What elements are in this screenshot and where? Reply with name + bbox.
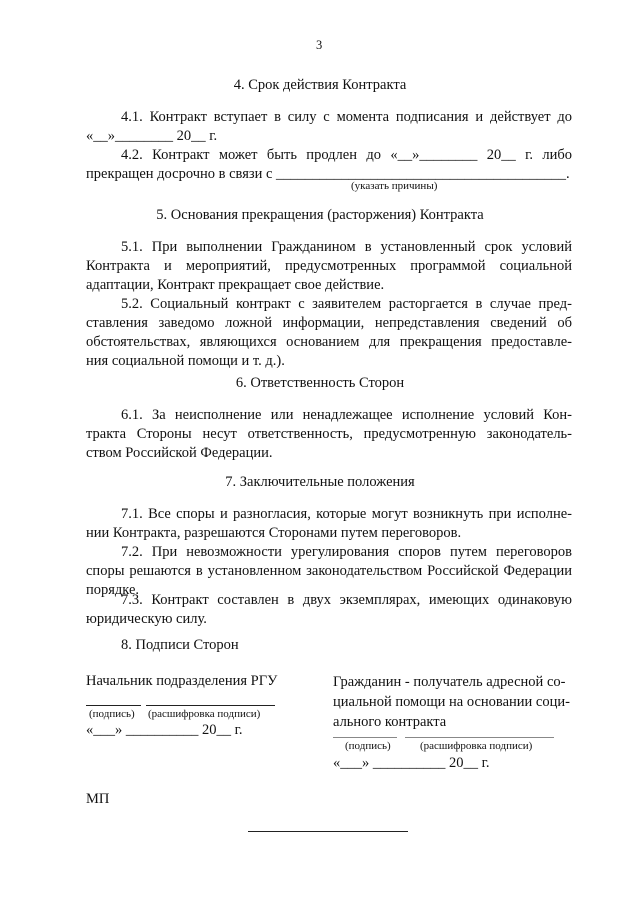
text-line: 6.1. За неисполнение или ненадлежащее исполнение условий Кон- bbox=[121, 407, 572, 423]
section-7-paragraph-1 bbox=[86, 505, 572, 543]
reason-note: (указать причины) bbox=[351, 180, 438, 192]
text-line: 7.1. Все споры и разногласия, которые могут возникнуть при исполне- bbox=[121, 506, 572, 522]
left-decode-line bbox=[146, 705, 275, 706]
section-5-paragraph-2 bbox=[86, 295, 572, 371]
text-line: циальной помощи на основании соци- bbox=[333, 694, 570, 710]
text-line: порядке. bbox=[86, 582, 140, 598]
section-7-paragraph-3 bbox=[86, 591, 572, 629]
left-signer-title: Начальник подразделения РГУ bbox=[86, 673, 278, 689]
bottom-divider bbox=[248, 831, 408, 832]
text-line: тракта Стороны несут ответственность, предусмотренную законодатель- bbox=[86, 426, 572, 442]
section-7-heading: 7. Заключительные положения bbox=[225, 474, 415, 490]
section-4-paragraph-2 bbox=[86, 146, 572, 184]
text-line: Гражданин - получатель адресной со- bbox=[333, 674, 566, 690]
left-decode-label: (расшифровка подписи) bbox=[148, 708, 261, 720]
text-line: ством Российской Федерации. bbox=[86, 445, 273, 461]
left-sign-line bbox=[86, 705, 141, 706]
right-decode-line bbox=[405, 737, 554, 738]
text-line: 5.1. При выполнении Гражданином в установленный срок условий bbox=[121, 239, 572, 255]
text-line: 7.3. Контракт составлен в двух экземплярах, имеющих одинаковую bbox=[121, 592, 572, 608]
right-sign-label: (подпись) bbox=[345, 740, 391, 752]
left-sign-label: (подпись) bbox=[89, 708, 135, 720]
seal-place-label: МП bbox=[86, 791, 110, 807]
right-decode-label: (расшифровка подписи) bbox=[420, 740, 533, 752]
section-4-paragraph-1 bbox=[86, 108, 572, 146]
text-line: нии Контракта, разрешаются Сторонами путем переговоров. bbox=[86, 525, 462, 541]
text-line: «__»________ 20__ г. bbox=[86, 128, 218, 144]
text-line: 7.2. При невозможности урегулирования споров путем переговоров bbox=[121, 544, 572, 560]
text-line: ставления заведомо ложной информации, непредставления сведений об bbox=[86, 315, 572, 331]
text-line: юридическую силу. bbox=[86, 611, 207, 627]
text-line: обстоятельствах, являющихся основанием для прекращения предоставле- bbox=[86, 334, 572, 350]
section-4-heading: 4. Срок действия Контракта bbox=[233, 77, 407, 93]
text-line: 5.2. Социальный контракт с заявителем расторгается в случае пред- bbox=[121, 296, 572, 312]
text-line: ния социальной помощи и т. д.). bbox=[86, 353, 285, 369]
page-number: 3 bbox=[316, 38, 323, 52]
text-line: 4.1. Контракт вступает в силу с момента подписания и действует до bbox=[121, 109, 572, 125]
right-date: «___» __________ 20__ г. bbox=[333, 755, 490, 771]
section-5-paragraph-1 bbox=[86, 238, 572, 295]
left-date: «___» __________ 20__ г. bbox=[86, 722, 243, 738]
section-5-heading: 5. Основания прекращения (расторжения) Контракта bbox=[156, 207, 484, 223]
right-sign-line bbox=[333, 737, 397, 738]
section-6-paragraph-1 bbox=[86, 406, 572, 463]
text-line: споры решаются в установленном законодательством Российской Федерации bbox=[86, 563, 572, 579]
text-line: Контракта и мероприятий, предусмотренных программой социальной bbox=[86, 258, 572, 274]
text-line: прекращен досрочно в связи с ________________________________________. bbox=[86, 166, 570, 182]
text-line: ального контракта bbox=[333, 714, 447, 730]
text-line: адаптации, Контракт прекращает свое действие. bbox=[86, 277, 385, 293]
text-line: 4.2. Контракт может быть продлен до «__»________ 20__ г. либо bbox=[121, 147, 572, 163]
section-8-heading: 8. Подписи Сторон bbox=[121, 637, 239, 653]
right-signer-title bbox=[333, 672, 570, 732]
section-6-heading: 6. Ответственность Сторон bbox=[235, 375, 405, 391]
